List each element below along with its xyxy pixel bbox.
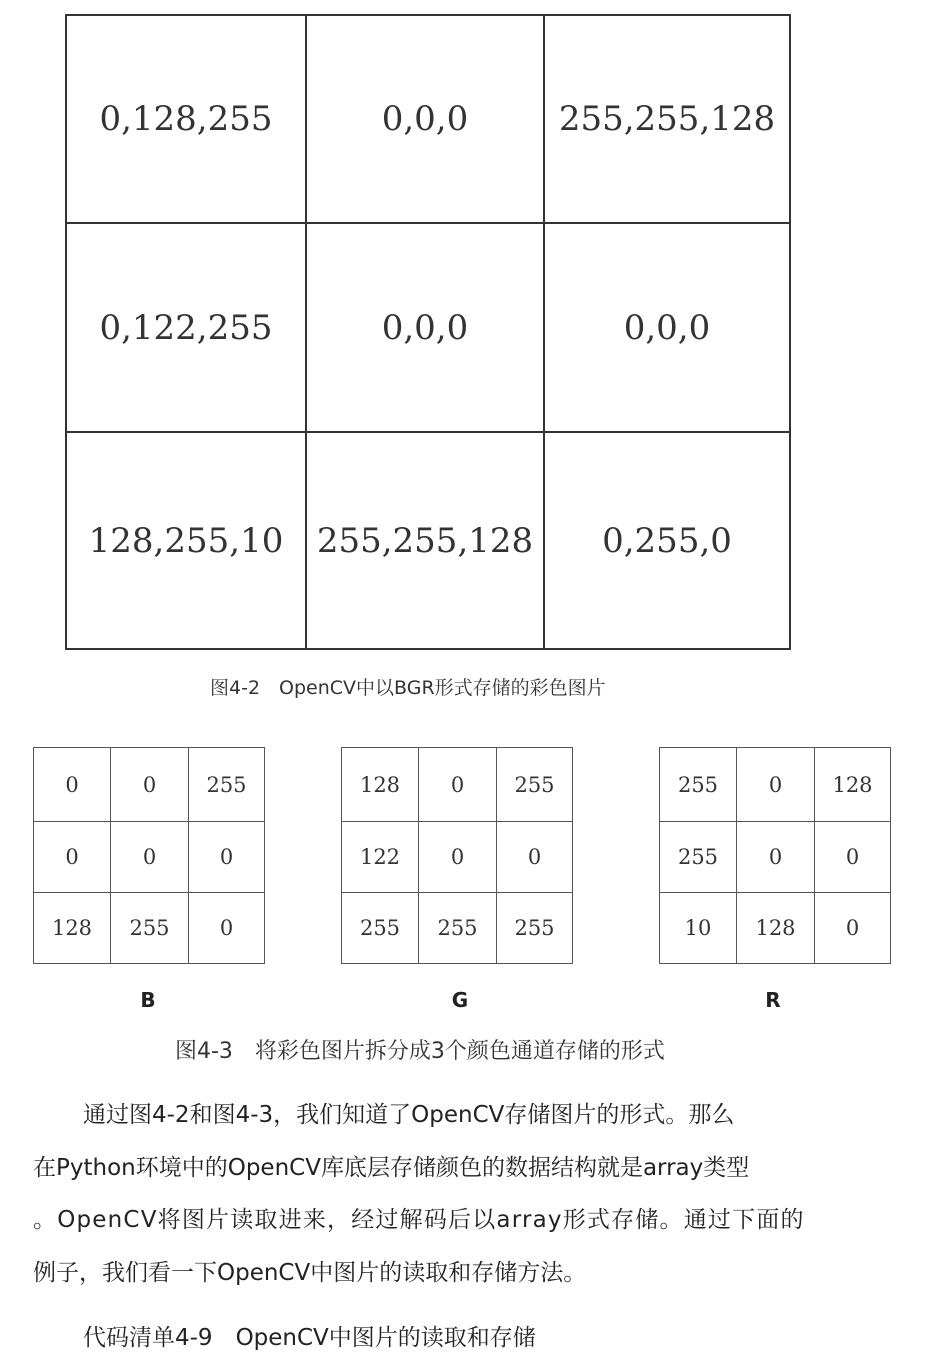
body-text-line: 例子，我们看一下OpenCV中图片的读取和存储方法。 xyxy=(33,1260,587,1286)
body-text-line: 。OpenCV将图片读取进来，经过解码后以array形式存储。通过下面的 xyxy=(33,1207,805,1233)
bgr-pixel-table xyxy=(65,14,791,650)
channel-cell: 0 xyxy=(219,916,234,940)
channel-g-table xyxy=(341,747,573,964)
channel-b-label: B xyxy=(140,988,156,1012)
pixel-cell: 255,255,128 xyxy=(545,16,789,224)
pixel-cell: 0,122,255 xyxy=(67,224,307,433)
pixel-cell: 255,255,128 xyxy=(307,433,545,648)
pixel-cell: 0,0,0 xyxy=(545,224,789,433)
channel-cell: 0 xyxy=(497,822,572,893)
code-listing-caption: 代码清单4-9 OpenCV中图片的读取和存储 xyxy=(83,1325,536,1351)
channel-cell: 255 xyxy=(660,748,737,822)
channel-cell: 0 xyxy=(189,822,264,893)
channel-cell: 255 xyxy=(189,748,264,822)
pixel-cell: 0,255,0 xyxy=(602,520,732,561)
channel-cell: 0 xyxy=(419,748,497,822)
channel-cell: 0 xyxy=(111,822,189,893)
channel-cell: 0 xyxy=(737,822,815,893)
channel-cell: 128 xyxy=(737,893,815,963)
pixel-cell: 0,0,0 xyxy=(307,224,545,433)
channel-cell: 10 xyxy=(660,893,737,963)
channel-cell: 255 xyxy=(514,916,555,940)
channel-cell: 0 xyxy=(845,916,860,940)
channel-cell: 0 xyxy=(815,822,890,893)
channel-cell: 0 xyxy=(419,822,497,893)
pixel-cell: 0,0,0 xyxy=(307,16,545,224)
channel-cell: 255 xyxy=(497,748,572,822)
channel-g-label: G xyxy=(451,988,469,1012)
channel-cell: 0 xyxy=(34,822,111,893)
channel-cell: 128 xyxy=(342,748,419,822)
channel-b-table xyxy=(33,747,265,964)
channel-cell: 0 xyxy=(111,748,189,822)
channel-cell: 0 xyxy=(34,748,111,822)
figure-4-2-caption: 图4-2 OpenCV中以BGR形式存储的彩色图片 xyxy=(210,677,606,699)
channel-cell: 255 xyxy=(342,893,419,963)
channel-cell: 122 xyxy=(342,822,419,893)
channel-cell: 128 xyxy=(815,748,890,822)
pixel-cell: 0,128,255 xyxy=(67,16,307,224)
pixel-cell: 128,255,10 xyxy=(67,433,307,648)
channel-cell: 255 xyxy=(660,822,737,893)
channel-cell: 255 xyxy=(419,893,497,963)
channel-cell: 255 xyxy=(111,893,189,963)
body-text-line: 通过图4-2和图4-3，我们知道了OpenCV存储图片的形式。那么 xyxy=(83,1102,735,1128)
figure-4-3-caption: 图4-3 将彩色图片拆分成3个颜色通道存储的形式 xyxy=(175,1039,665,1064)
channel-r-label: R xyxy=(765,988,781,1012)
channel-cell: 128 xyxy=(34,893,111,963)
body-text-line: 在Python环境中的OpenCV库底层存储颜色的数据结构就是array类型 xyxy=(33,1155,750,1181)
channel-r-table xyxy=(659,747,891,964)
channel-cell: 0 xyxy=(737,748,815,822)
